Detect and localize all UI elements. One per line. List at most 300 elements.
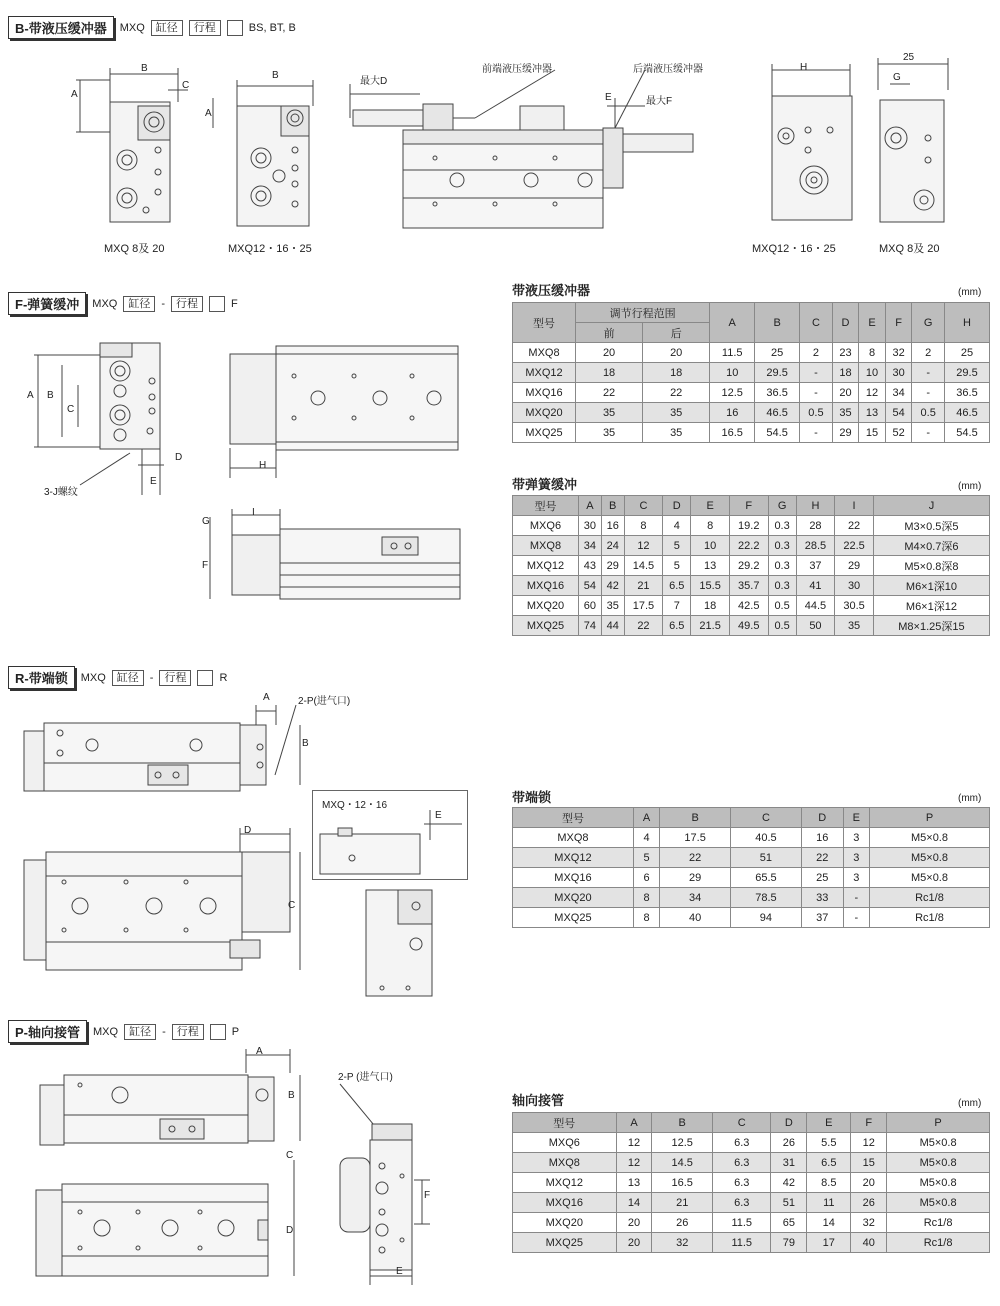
value-cell: 28.5 bbox=[796, 536, 835, 556]
bore-box: 缸径 bbox=[123, 296, 155, 312]
value-cell: 35 bbox=[643, 423, 710, 443]
value-cell: 34 bbox=[885, 383, 912, 403]
value-cell: 43 bbox=[578, 556, 601, 576]
dim-a: A bbox=[256, 1046, 263, 1057]
header-col: B bbox=[660, 808, 731, 828]
header-col: A bbox=[578, 496, 601, 516]
value-cell: 0.3 bbox=[768, 576, 796, 596]
header-col: D bbox=[801, 808, 843, 828]
table-row bbox=[513, 343, 990, 363]
dim-g: G bbox=[202, 516, 210, 527]
dim-d: D bbox=[244, 825, 252, 836]
suffix: F bbox=[231, 297, 238, 310]
value-cell: 8 bbox=[691, 516, 730, 536]
dim-e: E bbox=[396, 1266, 403, 1277]
value-cell: 42 bbox=[601, 576, 624, 596]
value-cell: 18 bbox=[643, 363, 710, 383]
value-cell: 3 bbox=[843, 868, 869, 888]
table-title-endlock: 带端锁 bbox=[512, 790, 552, 805]
model-cell: MXQ6 bbox=[513, 516, 579, 536]
dim-e: E bbox=[150, 476, 157, 487]
header-col: E bbox=[807, 1113, 851, 1133]
value-cell: 12 bbox=[616, 1153, 652, 1173]
dim-d: D bbox=[175, 452, 183, 463]
value-cell: 32 bbox=[851, 1213, 887, 1233]
value-cell: 35 bbox=[643, 403, 710, 423]
value-cell: 29.5 bbox=[945, 363, 990, 383]
model-cell: MXQ12 bbox=[513, 848, 634, 868]
drawing-p-top-view bbox=[20, 1045, 320, 1155]
table-title-axial: 轴向接管 bbox=[512, 1093, 565, 1108]
value-cell: - bbox=[843, 908, 869, 928]
model-cell: MXQ16 bbox=[513, 1193, 617, 1213]
value-cell: M4×0.7深6 bbox=[873, 536, 989, 556]
value-cell: 16 bbox=[601, 516, 624, 536]
value-cell: 6.3 bbox=[713, 1153, 771, 1173]
dim-d: D bbox=[286, 1225, 294, 1236]
header-col: I bbox=[835, 496, 874, 516]
value-cell: 40 bbox=[851, 1233, 887, 1253]
table-spring bbox=[512, 495, 990, 636]
model-cell: MXQ20 bbox=[513, 596, 579, 616]
bore-box: 缸径 bbox=[124, 1024, 156, 1040]
value-cell: 21 bbox=[652, 1193, 713, 1213]
header-col: D bbox=[663, 496, 691, 516]
value-cell: 12.5 bbox=[710, 383, 755, 403]
value-cell: 42.5 bbox=[729, 596, 768, 616]
model-code: MXQ bbox=[80, 671, 106, 684]
header-front: 前 bbox=[576, 323, 643, 343]
value-cell: 34 bbox=[578, 536, 601, 556]
value-cell: 21.5 bbox=[691, 616, 730, 636]
value-cell: 22 bbox=[576, 383, 643, 403]
value-cell: 94 bbox=[731, 908, 802, 928]
front-buffer-label: 前端液压缓冲器 bbox=[482, 64, 552, 75]
value-cell: 18 bbox=[691, 596, 730, 616]
header-col: E bbox=[859, 303, 886, 343]
header-col: A bbox=[633, 808, 659, 828]
value-cell: 10 bbox=[710, 363, 755, 383]
value-cell: 33 bbox=[801, 888, 843, 908]
value-cell: 6.5 bbox=[663, 616, 691, 636]
value-cell: 31 bbox=[771, 1153, 807, 1173]
value-cell: 25 bbox=[801, 868, 843, 888]
model-cell: MXQ20 bbox=[513, 403, 576, 423]
header-col: D bbox=[832, 303, 859, 343]
model-cell: MXQ16 bbox=[513, 868, 634, 888]
value-cell: 65 bbox=[771, 1213, 807, 1233]
value-cell: Rc1/8 bbox=[869, 908, 989, 928]
value-cell: 50 bbox=[796, 616, 835, 636]
model-cell: MXQ12 bbox=[513, 1173, 617, 1193]
value-cell: 22 bbox=[643, 383, 710, 403]
section-title-r: R-带端锁 bbox=[8, 666, 75, 689]
value-cell: 5.5 bbox=[807, 1133, 851, 1153]
value-cell: 52 bbox=[885, 423, 912, 443]
table-row bbox=[513, 403, 990, 423]
header-col: J bbox=[873, 496, 989, 516]
value-cell: 2 bbox=[800, 343, 833, 363]
value-cell: 35 bbox=[835, 616, 874, 636]
table-row bbox=[513, 1193, 990, 1213]
header-col: B bbox=[601, 496, 624, 516]
dash: - bbox=[161, 297, 166, 310]
model-cell: MXQ25 bbox=[513, 616, 579, 636]
value-cell: 37 bbox=[801, 908, 843, 928]
rear-buffer-label: 后端液压缓冲器 bbox=[633, 64, 703, 75]
section-header-f bbox=[8, 292, 238, 315]
model-cell: MXQ6 bbox=[513, 1133, 617, 1153]
value-cell: 4 bbox=[633, 828, 659, 848]
value-cell: 29 bbox=[832, 423, 859, 443]
unit-endlock: (mm) bbox=[958, 793, 982, 804]
header-col: G bbox=[768, 496, 796, 516]
value-cell: 22.5 bbox=[835, 536, 874, 556]
table-title-hydraulic: 带液压缓冲器 bbox=[512, 283, 591, 298]
value-cell: 22 bbox=[801, 848, 843, 868]
value-cell: 16.5 bbox=[652, 1173, 713, 1193]
table-row bbox=[513, 1153, 990, 1173]
dim-c: C bbox=[182, 80, 190, 91]
model-cell: MXQ8 bbox=[513, 343, 576, 363]
value-cell: 5 bbox=[633, 848, 659, 868]
value-cell: 28 bbox=[796, 516, 835, 536]
value-cell: 12 bbox=[624, 536, 663, 556]
value-cell: 5 bbox=[663, 556, 691, 576]
dim-b: B bbox=[288, 1090, 295, 1101]
value-cell: 46.5 bbox=[945, 403, 990, 423]
table-row bbox=[513, 868, 990, 888]
value-cell: M8×1.25深15 bbox=[873, 616, 989, 636]
value-cell: 29 bbox=[601, 556, 624, 576]
value-cell: 20 bbox=[851, 1173, 887, 1193]
value-cell: 20 bbox=[616, 1213, 652, 1233]
header-col: F bbox=[885, 303, 912, 343]
value-cell: 24 bbox=[601, 536, 624, 556]
header-col: E bbox=[843, 808, 869, 828]
model-cell: MXQ16 bbox=[513, 576, 579, 596]
value-cell: M3×0.5深5 bbox=[873, 516, 989, 536]
dim-f: F bbox=[424, 1190, 431, 1201]
value-cell: 79 bbox=[771, 1233, 807, 1253]
table-row bbox=[513, 616, 990, 636]
value-cell: 8 bbox=[859, 343, 886, 363]
value-cell: 8.5 bbox=[807, 1173, 851, 1193]
value-cell: M5×0.8 bbox=[869, 868, 989, 888]
header-col: H bbox=[945, 303, 990, 343]
value-cell: M5×0.8 bbox=[869, 848, 989, 868]
port-2p-label: 2-P (进气口) bbox=[338, 1072, 393, 1083]
model-cell: MXQ16 bbox=[513, 383, 576, 403]
header-col: E bbox=[691, 496, 730, 516]
value-cell: 29.2 bbox=[729, 556, 768, 576]
drawing-r-detail bbox=[312, 800, 472, 1010]
table-row bbox=[513, 363, 990, 383]
value-cell: 20 bbox=[832, 383, 859, 403]
value-cell: - bbox=[912, 383, 945, 403]
table-endlock bbox=[512, 807, 990, 928]
value-cell: 11.5 bbox=[710, 343, 755, 363]
table-row bbox=[513, 1213, 990, 1233]
value-cell: 6.5 bbox=[663, 576, 691, 596]
header-col: 型号 bbox=[513, 496, 579, 516]
value-cell: 54 bbox=[578, 576, 601, 596]
value-cell: Rc1/8 bbox=[887, 1233, 990, 1253]
header-col: C bbox=[624, 496, 663, 516]
model-code: MXQ bbox=[92, 297, 118, 310]
dim-a: A bbox=[205, 108, 212, 119]
bore-box: 缸径 bbox=[151, 20, 183, 36]
value-cell: 15 bbox=[851, 1153, 887, 1173]
value-cell: 14.5 bbox=[624, 556, 663, 576]
option-box bbox=[209, 296, 225, 312]
value-cell: 32 bbox=[652, 1233, 713, 1253]
value-cell: 60 bbox=[578, 596, 601, 616]
drawing-b-end-view-8-20 bbox=[70, 62, 200, 232]
table-row bbox=[513, 423, 990, 443]
value-cell: Rc1/8 bbox=[869, 888, 989, 908]
value-cell: 37 bbox=[796, 556, 835, 576]
model-cell: MXQ25 bbox=[513, 908, 634, 928]
value-cell: 44.5 bbox=[796, 596, 835, 616]
value-cell: 0.3 bbox=[768, 536, 796, 556]
header-col: P bbox=[869, 808, 989, 828]
caption-mxq8-20-right: MXQ 8及 20 bbox=[879, 243, 940, 255]
value-cell: M5×0.8 bbox=[887, 1153, 990, 1173]
value-cell: 6 bbox=[633, 868, 659, 888]
model-code: MXQ bbox=[119, 21, 145, 34]
option-box bbox=[210, 1024, 226, 1040]
model-cell: MXQ8 bbox=[513, 828, 634, 848]
header-col: P bbox=[887, 1113, 990, 1133]
value-cell: 46.5 bbox=[755, 403, 800, 423]
value-cell: 51 bbox=[771, 1193, 807, 1213]
value-cell: 35 bbox=[601, 596, 624, 616]
value-cell: 26 bbox=[771, 1133, 807, 1153]
value-cell: 15 bbox=[859, 423, 886, 443]
stroke-box: 行程 bbox=[159, 670, 191, 686]
section-header-p bbox=[8, 1020, 239, 1043]
dim-e: E bbox=[435, 810, 442, 821]
dim-e: E bbox=[605, 92, 612, 103]
section-header-r bbox=[8, 666, 227, 689]
value-cell: 22 bbox=[835, 516, 874, 536]
caption-mxq12-16-25: MXQ12・16・25 bbox=[228, 243, 312, 255]
value-cell: 22 bbox=[660, 848, 731, 868]
value-cell: 4 bbox=[663, 516, 691, 536]
value-cell: 10 bbox=[691, 536, 730, 556]
value-cell: 23 bbox=[832, 343, 859, 363]
header-col: C bbox=[731, 808, 802, 828]
dim-a: A bbox=[263, 692, 270, 703]
header-col: A bbox=[710, 303, 755, 343]
dim-f: F bbox=[202, 560, 209, 571]
table-row bbox=[513, 536, 990, 556]
header-col: 型号 bbox=[513, 1113, 617, 1133]
header-col: F bbox=[729, 496, 768, 516]
value-cell: 51 bbox=[731, 848, 802, 868]
header-col: B bbox=[652, 1113, 713, 1133]
value-cell: 25 bbox=[945, 343, 990, 363]
value-cell: 0.3 bbox=[768, 556, 796, 576]
value-cell: 0.3 bbox=[768, 516, 796, 536]
model-cell: MXQ25 bbox=[513, 423, 576, 443]
value-cell: Rc1/8 bbox=[887, 1213, 990, 1233]
model-cell: MXQ8 bbox=[513, 1153, 617, 1173]
value-cell: M5×0.8 bbox=[869, 828, 989, 848]
dim-b: B bbox=[141, 63, 148, 74]
dim-a: A bbox=[71, 89, 78, 100]
value-cell: 18 bbox=[832, 363, 859, 383]
table-row bbox=[513, 828, 990, 848]
max-f-label: 最大F bbox=[646, 96, 673, 107]
value-cell: - bbox=[800, 383, 833, 403]
dim-c: C bbox=[286, 1150, 294, 1161]
section-title-b: B-带液压缓冲器 bbox=[8, 16, 114, 39]
unit-axial: (mm) bbox=[958, 1098, 982, 1109]
value-cell: 13 bbox=[616, 1173, 652, 1193]
dash: - bbox=[149, 671, 154, 684]
dim-i: I bbox=[252, 507, 255, 518]
value-cell: 15.5 bbox=[691, 576, 730, 596]
value-cell: 29.5 bbox=[755, 363, 800, 383]
value-cell: 54 bbox=[885, 403, 912, 423]
value-cell: 26 bbox=[851, 1193, 887, 1213]
value-cell: M5×0.8深8 bbox=[873, 556, 989, 576]
drawing-r-top-view bbox=[20, 695, 320, 795]
table-row bbox=[513, 383, 990, 403]
value-cell: 6.3 bbox=[713, 1173, 771, 1193]
model-code: MXQ bbox=[93, 1025, 119, 1038]
option-box bbox=[227, 20, 243, 36]
value-cell: - bbox=[843, 888, 869, 908]
dim-b: B bbox=[47, 390, 54, 401]
value-cell: 0.5 bbox=[800, 403, 833, 423]
value-cell: 35.7 bbox=[729, 576, 768, 596]
dim-a: A bbox=[27, 390, 34, 401]
value-cell: 0.5 bbox=[768, 616, 796, 636]
value-cell: 20 bbox=[643, 343, 710, 363]
drawing-b-end-view-12-16-25 bbox=[205, 80, 325, 230]
value-cell: 41 bbox=[796, 576, 835, 596]
value-cell: 8 bbox=[624, 516, 663, 536]
drawing-b-rear-view-12-16-25 bbox=[760, 60, 860, 230]
drawing-f-top-view bbox=[222, 338, 462, 478]
value-cell: 12 bbox=[616, 1133, 652, 1153]
header-col: B bbox=[755, 303, 800, 343]
value-cell: 21 bbox=[624, 576, 663, 596]
suffix: R bbox=[219, 671, 228, 684]
value-cell: 35 bbox=[576, 403, 643, 423]
value-cell: 19.2 bbox=[729, 516, 768, 536]
value-cell: 11 bbox=[807, 1193, 851, 1213]
value-cell: 17.5 bbox=[624, 596, 663, 616]
value-cell: M5×0.8 bbox=[887, 1133, 990, 1153]
table-row bbox=[513, 888, 990, 908]
drawing-b-rear-view-8-20 bbox=[870, 50, 970, 230]
caption-mxq12-16-25-right: MXQ12・16・25 bbox=[752, 243, 836, 255]
header-col: F bbox=[851, 1113, 887, 1133]
value-cell: 32 bbox=[885, 343, 912, 363]
value-cell: 54.5 bbox=[755, 423, 800, 443]
table-axial bbox=[512, 1112, 990, 1253]
value-cell: 5 bbox=[663, 536, 691, 556]
drawing-r-side-view bbox=[20, 820, 310, 980]
table-row bbox=[513, 848, 990, 868]
value-cell: 17 bbox=[807, 1233, 851, 1253]
value-cell: 14.5 bbox=[652, 1153, 713, 1173]
section-header-b bbox=[8, 16, 296, 39]
value-cell: 36.5 bbox=[945, 383, 990, 403]
table-row bbox=[513, 556, 990, 576]
value-cell: 44 bbox=[601, 616, 624, 636]
value-cell: 26 bbox=[652, 1213, 713, 1233]
value-cell: 12 bbox=[851, 1133, 887, 1153]
value-cell: 12 bbox=[859, 383, 886, 403]
value-cell: 0.5 bbox=[768, 596, 796, 616]
dim-c: C bbox=[67, 404, 75, 415]
table-row bbox=[513, 516, 990, 536]
stroke-box: 行程 bbox=[171, 296, 203, 312]
detail-caption: MXQ・12・16 bbox=[322, 800, 388, 811]
table-hydraulic bbox=[512, 302, 990, 443]
value-cell: 74 bbox=[578, 616, 601, 636]
header-col: C bbox=[713, 1113, 771, 1133]
value-cell: 6.5 bbox=[807, 1153, 851, 1173]
value-cell: 2 bbox=[912, 343, 945, 363]
value-cell: 11.5 bbox=[713, 1213, 771, 1233]
value-cell: 65.5 bbox=[731, 868, 802, 888]
value-cell: 10 bbox=[859, 363, 886, 383]
header-col: A bbox=[616, 1113, 652, 1133]
header-col: C bbox=[800, 303, 833, 343]
header-rear: 后 bbox=[643, 323, 710, 343]
value-cell: 13 bbox=[859, 403, 886, 423]
max-d-label: 最大D bbox=[360, 76, 388, 87]
value-cell: 30 bbox=[885, 363, 912, 383]
value-cell: 30 bbox=[835, 576, 874, 596]
dim-h: H bbox=[259, 460, 267, 471]
value-cell: 11.5 bbox=[713, 1233, 771, 1253]
table-row bbox=[513, 1133, 990, 1153]
model-cell: MXQ8 bbox=[513, 536, 579, 556]
value-cell: 49.5 bbox=[729, 616, 768, 636]
value-cell: 78.5 bbox=[731, 888, 802, 908]
value-cell: - bbox=[912, 363, 945, 383]
value-cell: 34 bbox=[660, 888, 731, 908]
value-cell: - bbox=[800, 363, 833, 383]
stroke-box: 行程 bbox=[172, 1024, 204, 1040]
table-row bbox=[513, 908, 990, 928]
unit-spring: (mm) bbox=[958, 481, 982, 492]
header-model: 型号 bbox=[513, 303, 576, 343]
value-cell: 54.5 bbox=[945, 423, 990, 443]
value-cell: 22 bbox=[624, 616, 663, 636]
value-cell: - bbox=[912, 423, 945, 443]
model-cell: MXQ20 bbox=[513, 888, 634, 908]
value-cell: - bbox=[800, 423, 833, 443]
header-col: D bbox=[771, 1113, 807, 1133]
value-cell: 30.5 bbox=[835, 596, 874, 616]
dim-h: H bbox=[800, 62, 808, 73]
value-cell: M5×0.8 bbox=[887, 1173, 990, 1193]
dim-b: B bbox=[272, 70, 279, 81]
dim-b: B bbox=[302, 738, 309, 749]
dash: - bbox=[162, 1025, 166, 1038]
header-col: 型号 bbox=[513, 808, 634, 828]
model-cell: MXQ25 bbox=[513, 1233, 617, 1253]
header-col: G bbox=[912, 303, 945, 343]
